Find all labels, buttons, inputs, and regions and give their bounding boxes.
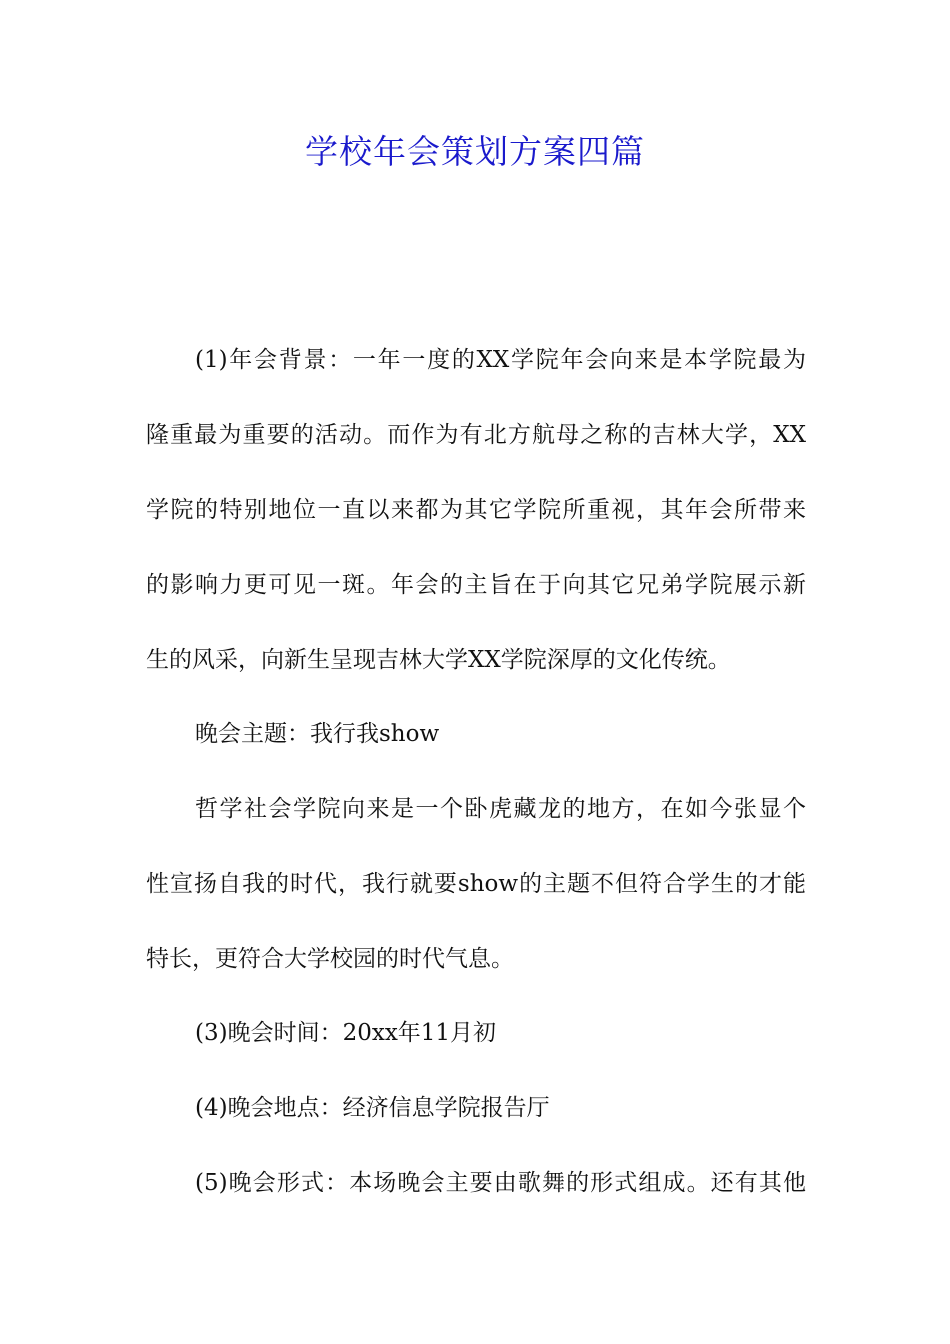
paragraph-theme: 晚会主题：我行我show (195, 721, 440, 747)
paragraph-background-line-2: 隆重最为重要的活动。而作为有北方航母之称的吉林大学，XX (146, 422, 806, 448)
paragraph-theme-desc-line-2: 性宣扬自我的时代，我行就要show的主题不但符合学生的才能 (146, 871, 806, 897)
paragraph-format-line-1: (5)晚会形式：本场晚会主要由歌舞的形式组成。还有其他 (195, 1170, 806, 1196)
paragraph-background-line-1: (1)年会背景：一年一度的XX学院年会向来是本学院最为 (195, 347, 806, 373)
paragraph-time: (3)晚会时间：20xx年11月初 (195, 1020, 497, 1046)
paragraph-background-line-5: 生的风采，向新生呈现吉林大学XX学院深厚的文化传统。 (146, 647, 731, 673)
paragraph-theme-desc-line-3: 特长，更符合大学校园的时代气息。 (146, 946, 514, 972)
paragraph-venue: (4)晚会地点：经济信息学院报告厅 (195, 1095, 550, 1121)
paragraph-background-line-3: 学院的特别地位一直以来都为其它学院所重视，其年会所带来 (146, 497, 806, 523)
paragraph-theme-desc-line-1: 哲学社会学院向来是一个卧虎藏龙的地方，在如今张显个 (195, 796, 806, 822)
paragraph-background-line-4: 的影响力更可见一斑。年会的主旨在于向其它兄弟学院展示新 (146, 572, 806, 598)
document-title: 学校年会策划方案四篇 (305, 132, 645, 171)
